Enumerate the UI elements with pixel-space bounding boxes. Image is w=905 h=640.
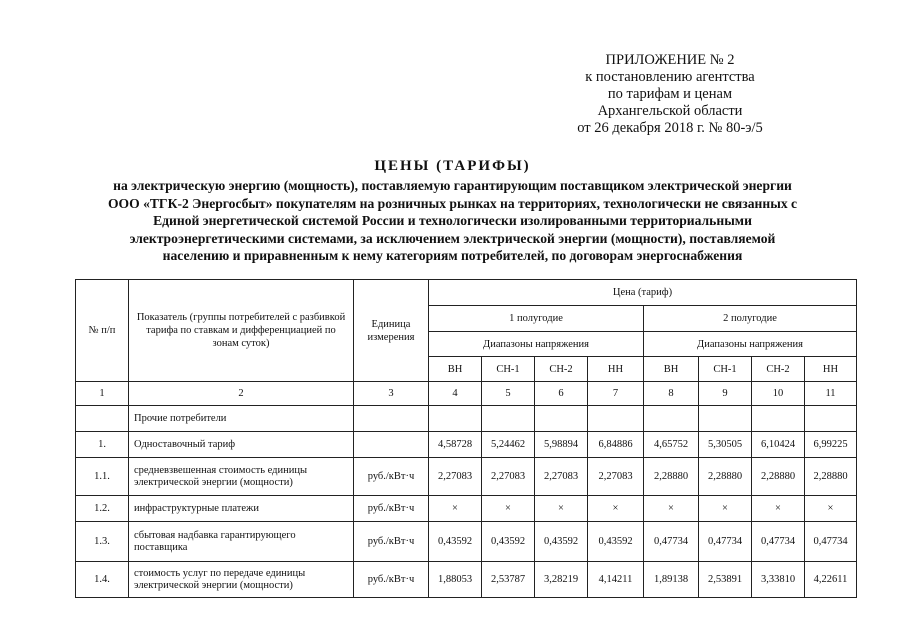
row-value: 2,27083 — [535, 458, 588, 496]
row-name: стоимость услуг по передаче единицы электрической энергии (мощности) — [129, 562, 354, 598]
row-value: 2,28880 — [805, 458, 857, 496]
table-row — [76, 522, 857, 562]
row-unit: руб./кВт·ч — [354, 496, 429, 522]
row-value: 0,43592 — [429, 522, 482, 562]
header-level: ВН — [644, 357, 699, 382]
row-value: 6,84886 — [588, 432, 644, 458]
column-number: 4 — [429, 382, 482, 406]
row-value: × — [644, 496, 699, 522]
table-body — [76, 406, 857, 598]
row-value: 5,24462 — [482, 432, 535, 458]
row-value: 4,22611 — [805, 562, 857, 598]
tariff-table-container — [75, 279, 857, 598]
row-unit: руб./кВт·ч — [354, 522, 429, 562]
column-number: 1 — [76, 382, 129, 406]
row-value — [429, 406, 482, 432]
subtitle-line: на электрическую энергию (мощность), поставляемую гарантирующим поставщиком электрической энергии — [113, 178, 792, 193]
header-level: ВН — [429, 357, 482, 382]
row-value: 0,43592 — [535, 522, 588, 562]
row-value: × — [805, 496, 857, 522]
column-number: 6 — [535, 382, 588, 406]
column-number: 10 — [752, 382, 805, 406]
row-name: инфраструктурные платежи — [129, 496, 354, 522]
appendix-block — [520, 52, 820, 137]
row-num: 1.2. — [76, 496, 129, 522]
row-value: 5,30505 — [699, 432, 752, 458]
header-unit: Единица измерения — [354, 280, 429, 382]
header-indicator: Показатель (группы потребителей с разбивкой тарифа по ставкам и дифференциацией по зонам суток) — [129, 280, 354, 382]
table-row — [76, 562, 857, 598]
subtitle-line: населению и приравненным к нему категориям потребителей, по договорам энергоснабжения — [162, 248, 743, 264]
row-value: 2,53787 — [482, 562, 535, 598]
title-subtitle — [60, 177, 845, 265]
appendix-line: к постановлению агентства — [585, 69, 755, 85]
header-voltage-1: Диапазоны напряжения — [429, 332, 644, 357]
row-value: × — [535, 496, 588, 522]
row-value: × — [588, 496, 644, 522]
row-value: 2,28880 — [644, 458, 699, 496]
row-value: 2,27083 — [429, 458, 482, 496]
document-title — [60, 157, 845, 265]
row-unit — [354, 432, 429, 458]
subtitle-line: Единой энергетической системой России и технологически изолированными территориальными — [153, 213, 752, 229]
row-value: × — [752, 496, 805, 522]
column-number: 9 — [699, 382, 752, 406]
column-number: 7 — [588, 382, 644, 406]
header-num: № п/п — [76, 280, 129, 382]
row-name: Прочие потребители — [129, 406, 354, 432]
column-number: 11 — [805, 382, 857, 406]
row-value: × — [699, 496, 752, 522]
column-number: 8 — [644, 382, 699, 406]
row-value: 2,28880 — [699, 458, 752, 496]
appendix-title: ПРИЛОЖЕНИЕ № 2 — [605, 52, 735, 68]
row-unit: руб./кВт·ч — [354, 458, 429, 496]
row-value: 0,47734 — [644, 522, 699, 562]
column-number: 5 — [482, 382, 535, 406]
header-level: СН-2 — [535, 357, 588, 382]
row-value — [644, 406, 699, 432]
appendix-line: Архангельской области — [597, 103, 743, 119]
header-level: СН-1 — [699, 357, 752, 382]
row-unit: руб./кВт·ч — [354, 562, 429, 598]
row-unit — [354, 406, 429, 432]
row-value: 1,89138 — [644, 562, 699, 598]
row-name: Одноставочный тариф — [129, 432, 354, 458]
row-value: 3,33810 — [752, 562, 805, 598]
row-name: средневзвешенная стоимость единицы электрической энергии (мощности) — [129, 458, 354, 496]
table-row — [76, 458, 857, 496]
header-half-1: 1 полугодие — [429, 306, 644, 332]
table-row — [76, 406, 857, 432]
row-num: 1. — [76, 432, 129, 458]
header-level: СН-1 — [482, 357, 535, 382]
row-value: × — [429, 496, 482, 522]
row-num — [76, 406, 129, 432]
row-value: 4,58728 — [429, 432, 482, 458]
row-value: 0,47734 — [752, 522, 805, 562]
row-value — [699, 406, 752, 432]
row-value: × — [482, 496, 535, 522]
row-value: 4,65752 — [644, 432, 699, 458]
table-row — [76, 496, 857, 522]
row-value: 3,28219 — [535, 562, 588, 598]
row-num: 1.3. — [76, 522, 129, 562]
row-value: 0,47734 — [699, 522, 752, 562]
tariff-table — [75, 279, 857, 598]
row-value — [482, 406, 535, 432]
column-number: 2 — [129, 382, 354, 406]
subtitle-line: ООО «ТГК-2 Энергосбыт» покупателям на розничных рынках на территориях, технологически не связанных с — [107, 195, 798, 211]
row-value — [535, 406, 588, 432]
subtitle-line: электроэнергетическими системами, за исключением электрической энергии (мощности), поставляемой — [129, 230, 776, 246]
title-main: ЦЕНЫ (ТАРИФЫ) — [374, 158, 531, 174]
row-value: 5,98894 — [535, 432, 588, 458]
row-name: сбытовая надбавка гарантирующего поставщика — [129, 522, 354, 562]
header-price: Цена (тариф) — [429, 280, 857, 306]
header-level: СН-2 — [752, 357, 805, 382]
header-half-2: 2 полугодие — [644, 306, 857, 332]
table-header — [76, 280, 857, 406]
header-voltage-2: Диапазоны напряжения — [644, 332, 857, 357]
row-value: 1,88053 — [429, 562, 482, 598]
row-value: 0,43592 — [588, 522, 644, 562]
appendix-date: от 26 декабря 2018 г. № 80-э/5 — [577, 120, 763, 136]
appendix-line: по тарифам и ценам — [607, 86, 733, 102]
row-value: 6,10424 — [752, 432, 805, 458]
row-value: 2,27083 — [482, 458, 535, 496]
header-level: НН — [805, 357, 857, 382]
row-value — [752, 406, 805, 432]
row-value: 6,99225 — [805, 432, 857, 458]
row-value: 2,53891 — [699, 562, 752, 598]
row-value — [588, 406, 644, 432]
row-value — [805, 406, 857, 432]
row-value: 0,43592 — [482, 522, 535, 562]
row-value: 4,14211 — [588, 562, 644, 598]
row-value: 2,28880 — [752, 458, 805, 496]
row-num: 1.4. — [76, 562, 129, 598]
row-value: 0,47734 — [805, 522, 857, 562]
row-num: 1.1. — [76, 458, 129, 496]
table-row — [76, 432, 857, 458]
header-level: НН — [588, 357, 644, 382]
column-number: 3 — [354, 382, 429, 406]
row-value: 2,27083 — [588, 458, 644, 496]
